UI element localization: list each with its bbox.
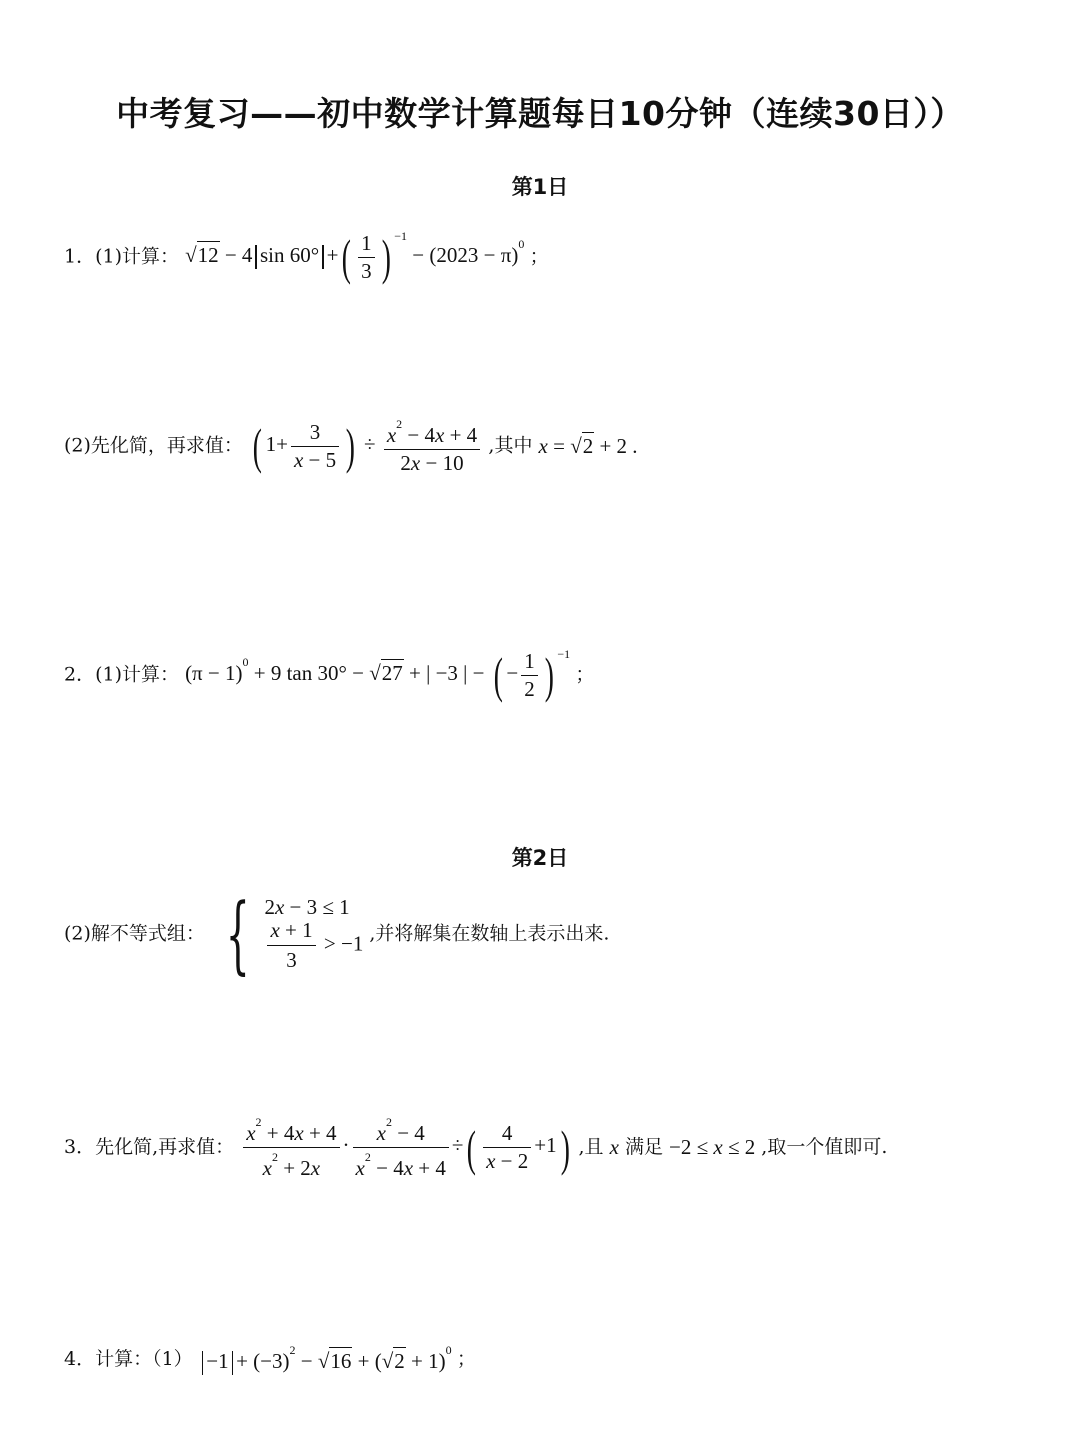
day-1-heading: 第1日 bbox=[511, 175, 569, 199]
page-title: 中考复习——初中数学计算题每日10分钟（连续30日）） bbox=[116, 94, 964, 133]
math-expression: x = √2 + 2 . bbox=[538, 433, 638, 458]
math-expression: −2 ≤ x ≤ 2 bbox=[669, 1135, 756, 1159]
inequality-system: 2x − 3 ≤ 1 $\frac{x + 1}{3}$ > −1 bbox=[264, 894, 364, 973]
question-2-part-2: (2)解不等式组： { 2x − 3 ≤ 1 $\frac{x + 1}{3}$ > −1 ,并将解集在数轴上表示出来. bbox=[64, 885, 610, 983]
question-1-part-1: 1．(1)计算： √12 − 4 sin 60° +( $\frac{1}{3}$ ) $^{-1} - (2023 - \pi)^0$ ； bbox=[64, 228, 549, 285]
question-2-part-1: 2．(1)计算： $(\pi - 1)^0 + 9$ tan 30° − √27 + | −3 | − ( − $\frac{1}{2}$ ) $^{-1}$ ； bbox=[64, 646, 595, 703]
question-label: (2)解不等式组： bbox=[64, 922, 205, 945]
question-3: 3．先化简,再求值： $\frac{x^2 + 4x + 4}{x^2 + 2x}$ · $\frac{x^2 - 4}{x^2 - 4x + 4}$ ÷( $\frac{4}{x - 2}$ +1) ,且 x 满足 −2 ≤ x ≤ 2 ,取一个值即可. bbox=[64, 1115, 888, 1180]
question-label: 4．计算：（1） bbox=[64, 1348, 193, 1371]
question-label: 3．先化简,再求值： bbox=[64, 1136, 235, 1158]
question-label: 1．(1)计算： bbox=[64, 245, 180, 268]
math-expression: √12 − 4 sin 60° +( $\frac{1}{3}$ ) $^{-1} - (2023 - \pi)^0$ bbox=[185, 228, 525, 285]
math-expression: $-1 + (-3)^2 - √16 + (√2 + 1)^0$ bbox=[199, 1349, 457, 1373]
math-expression: ( 1+ $\frac{3}{x - 5}$ ) ÷ $\frac{x^2 - 4x + 4}{2x - 10}$ bbox=[249, 432, 488, 456]
question-4: 4．计算：$(1) -1 + (-3)^2 - √16 + (√2 + 1)^0$ ； bbox=[64, 1344, 1060, 1375]
brace-glyph: { bbox=[225, 885, 250, 983]
math-expression: $\frac{x^2 + 4x + 4}{x^2 + 2x}$ · $\frac{x^2 - 4}{x^2 - 4x + 4}$ ÷( $\frac{4}{x - 2}$ +1) bbox=[240, 1133, 578, 1157]
question-1-part-2: (2)先化简，再求值： ( 1+ $\frac{3}{x - 5}$ ) ÷ $\frac{x^2 - 4x + 4}{2x - 10}$ ,其中 x = √2 + 2 . bbox=[64, 417, 638, 475]
day-2-heading: 第2日 bbox=[511, 846, 569, 870]
math-expression: $(\pi - 1)^0 + 9$ tan 30° − √27 + | −3 | − ( − $\frac{1}{2}$ ) $^{-1}$ bbox=[185, 646, 571, 703]
question-label: (2)先化简，再求值： bbox=[64, 434, 243, 457]
question-label: 2．(1)计算： bbox=[64, 663, 180, 686]
